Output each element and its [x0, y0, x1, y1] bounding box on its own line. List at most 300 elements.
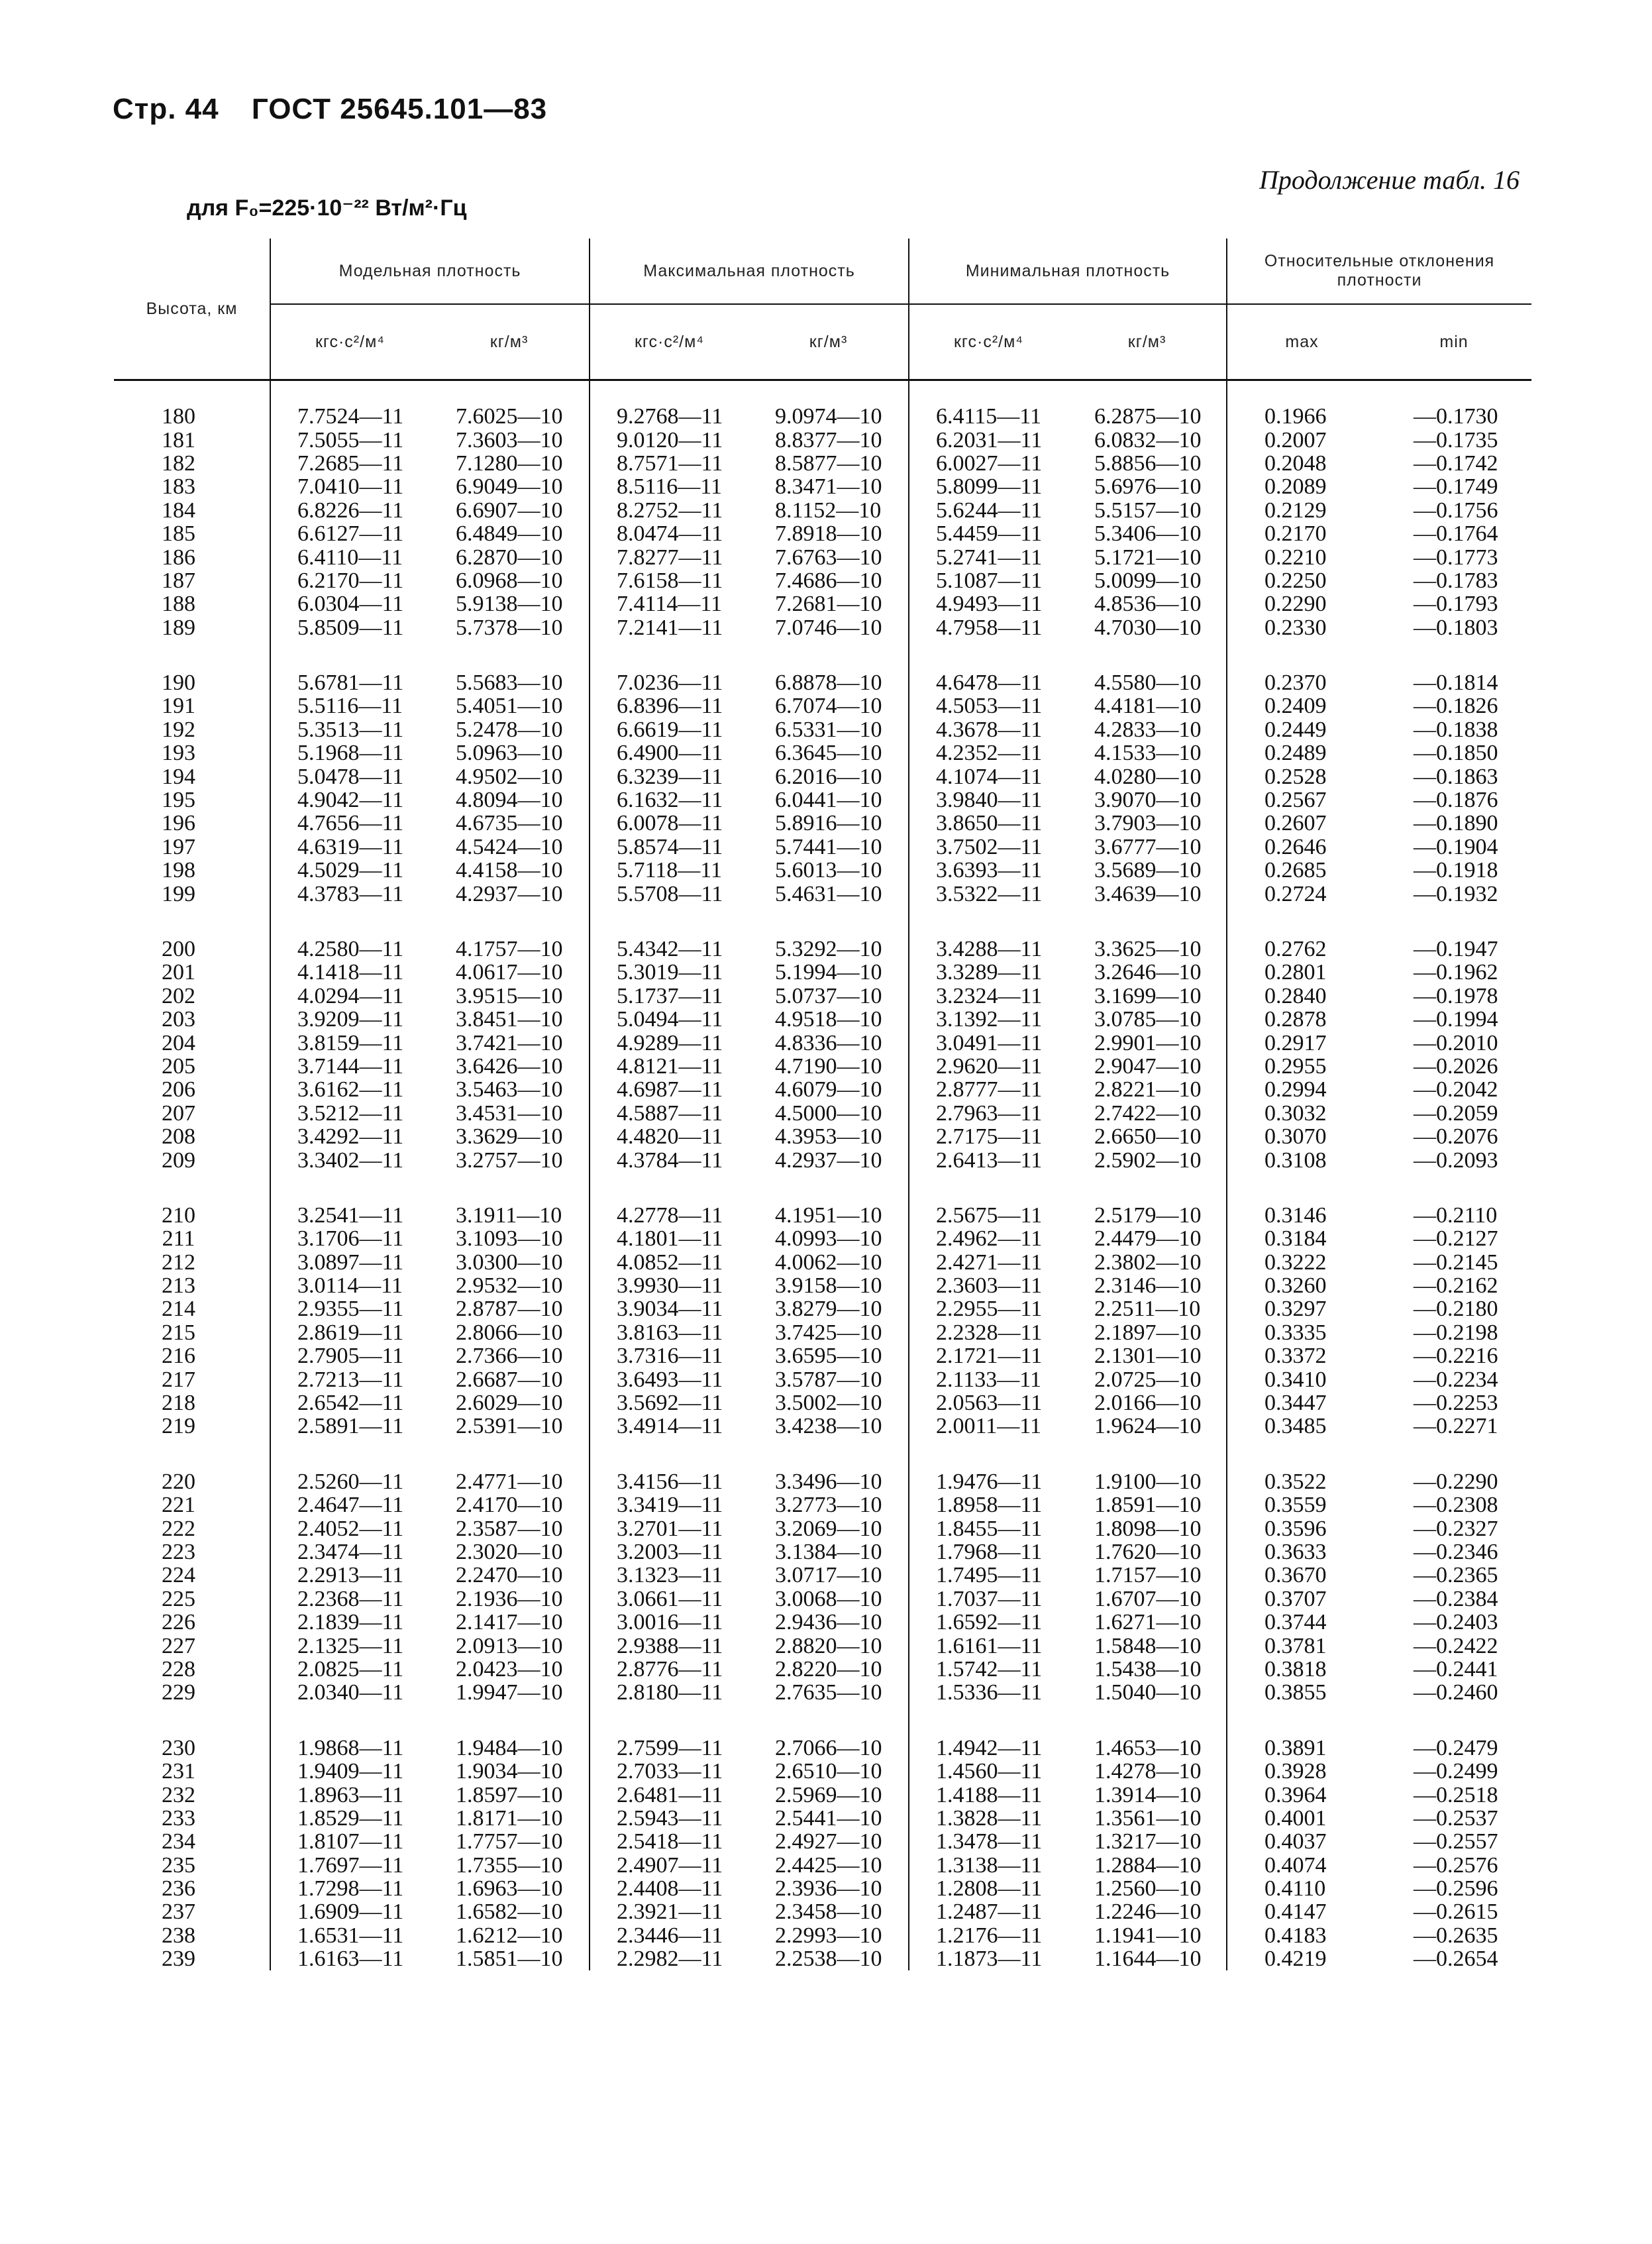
cell-model-kg: 2.0913—10	[429, 1634, 590, 1657]
cell-max-kgs: 3.0661—11	[617, 1586, 723, 1611]
cell-max-kgs: 2.3921—11	[617, 1899, 723, 1925]
cell-min-kg: 4.7030—10	[1068, 616, 1227, 639]
cell-model-kg: 2.0423—10	[429, 1658, 590, 1681]
cell-max-kgs: 6.1632—11	[617, 788, 723, 813]
cell-altitude: 183	[114, 475, 270, 498]
cell-model-kgs: 2.0825—11	[297, 1656, 404, 1682]
cell-model-kg: 4.0617—10	[429, 961, 590, 984]
cell-max-kg: 2.3458—10	[749, 1900, 909, 1923]
cell-model-kgs: 3.0114—11	[297, 1273, 403, 1299]
cell-max-kg: 6.2016—10	[749, 765, 909, 788]
cell-deviation-min: —0.1863	[1414, 764, 1498, 789]
cell-altitude: 236	[114, 1877, 270, 1900]
cell-min-kgs: 1.2808—11	[936, 1876, 1043, 1901]
cell-deviation-max: 0.3964	[1265, 1782, 1327, 1807]
cell-max-kg: 4.8336—10	[749, 1031, 909, 1054]
cell-deviation-max: 0.3707	[1265, 1586, 1327, 1611]
cell-min-kg: 3.4639—10	[1068, 882, 1227, 905]
unit-header-max-kg: кг/м³	[749, 304, 909, 380]
cell-max-kgs: 8.5116—11	[617, 474, 722, 500]
table-row	[114, 835, 1531, 859]
table-row	[114, 616, 1531, 639]
cell-min-kgs: 2.0563—11	[936, 1391, 1043, 1416]
table-row	[114, 937, 1531, 961]
cell-model-kgs: 1.8963—11	[297, 1782, 404, 1807]
table-row	[114, 1227, 1531, 1250]
cell-max-kgs: 4.8121—11	[617, 1053, 723, 1079]
cell-max-kg: 4.6079—10	[749, 1078, 909, 1101]
cell-altitude: 230	[114, 1736, 270, 1760]
cell-min-kgs: 1.5336—11	[936, 1680, 1043, 1705]
cell-altitude: 222	[114, 1517, 270, 1540]
cell-altitude: 197	[114, 835, 270, 859]
cell-min-kg: 4.5580—10	[1068, 671, 1227, 694]
cell-max-kg: 3.9158—10	[749, 1274, 909, 1297]
cell-min-kgs: 6.4115—11	[936, 404, 1041, 429]
cell-model-kgs: 1.8107—11	[297, 1829, 404, 1854]
cell-max-kgs: 2.7599—11	[617, 1735, 723, 1760]
cell-model-kg: 4.6735—10	[429, 812, 590, 835]
cell-max-kgs: 2.2982—11	[617, 1947, 723, 1972]
cell-min-kg: 1.3561—10	[1068, 1807, 1227, 1830]
cell-max-kgs: 3.5692—11	[617, 1391, 723, 1416]
cell-deviation-min: —0.2180	[1414, 1297, 1498, 1322]
cell-min-kgs: 1.3478—11	[936, 1829, 1043, 1854]
cell-min-kgs: 5.4459—11	[936, 521, 1043, 547]
cell-max-kg: 3.0068—10	[749, 1587, 909, 1611]
cell-deviation-max: 0.2567	[1265, 788, 1327, 813]
table-row	[114, 569, 1531, 592]
cell-deviation-max: 0.3032	[1265, 1100, 1327, 1126]
cell-deviation-max: 0.2840	[1265, 983, 1327, 1008]
table-row	[114, 475, 1531, 498]
cell-max-kg: 4.7190—10	[749, 1055, 909, 1078]
cell-deviation-min: —0.2576	[1414, 1852, 1498, 1878]
cell-min-kg: 2.1897—10	[1068, 1321, 1227, 1344]
cell-max-kg: 5.7441—10	[749, 835, 909, 859]
cell-min-kg: 2.2511—10	[1068, 1297, 1227, 1320]
table-row	[114, 1783, 1531, 1806]
table-row	[114, 1681, 1531, 1704]
cell-deviation-max: 0.2048	[1265, 451, 1327, 476]
cell-model-kgs: 2.1325—11	[297, 1633, 404, 1658]
cell-model-kg: 7.1280—10	[429, 452, 590, 475]
cell-min-kg: 1.3217—10	[1068, 1830, 1227, 1853]
cell-model-kgs: 5.1968—11	[297, 741, 404, 766]
cell-model-kg: 5.9138—10	[429, 592, 590, 615]
cell-model-kgs: 2.4647—11	[297, 1493, 404, 1518]
table-row	[114, 1031, 1531, 1054]
cell-model-kgs: 3.1706—11	[297, 1226, 404, 1252]
table-row	[114, 1415, 1531, 1438]
cell-altitude: 188	[114, 592, 270, 615]
cell-min-kgs: 1.6592—11	[936, 1610, 1043, 1635]
cell-model-kgs: 2.1839—11	[297, 1610, 404, 1635]
cell-altitude: 220	[114, 1470, 270, 1493]
cell-min-kgs: 2.5675—11	[936, 1202, 1043, 1228]
cell-model-kg: 5.7378—10	[429, 616, 590, 639]
cell-altitude: 227	[114, 1634, 270, 1657]
cell-deviation-max: 0.4110	[1265, 1876, 1326, 1901]
cell-max-kgs: 5.4342—11	[617, 937, 723, 961]
cell-max-kgs: 4.4820—11	[617, 1124, 723, 1149]
table-row	[114, 405, 1531, 428]
cell-altitude: 205	[114, 1055, 270, 1078]
table-row	[114, 859, 1531, 882]
cell-model-kg: 3.5463—10	[429, 1078, 590, 1101]
cell-altitude: 229	[114, 1681, 270, 1704]
cell-deviation-max: 0.3222	[1265, 1250, 1327, 1275]
cell-max-kg: 2.7635—10	[749, 1681, 909, 1704]
cell-max-kg: 4.5000—10	[749, 1102, 909, 1125]
cell-altitude: 217	[114, 1367, 270, 1391]
cell-deviation-max: 0.4147	[1265, 1899, 1327, 1925]
cell-deviation-min: —0.1876	[1414, 788, 1498, 813]
density-table-container	[114, 239, 1531, 1970]
cell-model-kg: 1.6212—10	[429, 1924, 590, 1947]
cell-deviation-max: 0.2762	[1265, 937, 1327, 961]
cell-model-kg: 1.7757—10	[429, 1830, 590, 1853]
cell-min-kgs: 1.3828—11	[936, 1805, 1043, 1831]
cell-model-kgs: 2.5891—11	[297, 1414, 404, 1439]
cell-model-kgs: 1.6531—11	[297, 1923, 404, 1948]
cell-deviation-min: —0.2145	[1414, 1250, 1498, 1275]
cell-deviation-min: —0.2308	[1414, 1493, 1498, 1518]
cell-altitude: 196	[114, 812, 270, 835]
cell-min-kg: 2.0725—10	[1068, 1367, 1227, 1391]
cell-deviation-min: —0.1749	[1414, 474, 1498, 500]
cell-altitude: 184	[114, 499, 270, 522]
table-row	[114, 1587, 1531, 1611]
cell-deviation-min: —0.1783	[1414, 568, 1498, 593]
table-top-spacer	[114, 380, 1531, 405]
cell-min-kgs: 3.6393—11	[936, 858, 1043, 883]
cell-min-kgs: 1.1873—11	[936, 1947, 1043, 1972]
cell-min-kgs: 5.8099—11	[936, 474, 1043, 500]
table-row	[114, 1078, 1531, 1101]
cell-max-kg: 2.4927—10	[749, 1830, 909, 1853]
model-density-header: Модельная плотность	[270, 239, 590, 304]
cell-altitude: 191	[114, 694, 270, 718]
cell-deviation-max: 0.3781	[1265, 1633, 1327, 1658]
cell-deviation-max: 0.2210	[1265, 545, 1327, 570]
cell-altitude: 181	[114, 428, 270, 451]
cell-min-kg: 2.8221—10	[1068, 1078, 1227, 1101]
cell-model-kgs: 3.8159—11	[297, 1030, 404, 1055]
cell-max-kgs: 6.6619—11	[617, 717, 723, 742]
cell-deviation-min: —0.2162	[1414, 1273, 1498, 1299]
cell-deviation-min: —0.2042	[1414, 1077, 1498, 1102]
standard-title: ГОСТ 25645.101—83	[251, 93, 548, 125]
cell-model-kgs: 2.4052—11	[297, 1516, 404, 1541]
cell-altitude: 198	[114, 859, 270, 882]
cell-max-kgs: 7.6158—11	[617, 568, 723, 593]
cell-max-kgs: 2.6481—11	[617, 1782, 723, 1807]
cell-deviation-min: —0.2076	[1414, 1124, 1498, 1149]
cell-max-kgs: 3.4156—11	[617, 1469, 723, 1494]
cell-deviation-min: —0.2365	[1414, 1563, 1498, 1588]
cell-deviation-max: 0.2290	[1265, 592, 1327, 617]
cell-max-kg: 7.6763—10	[749, 545, 909, 568]
cell-deviation-min: —0.2216	[1414, 1344, 1498, 1369]
cell-deviation-max: 0.3260	[1265, 1273, 1327, 1299]
cell-model-kg: 4.1757—10	[429, 937, 590, 961]
cell-altitude: 226	[114, 1611, 270, 1634]
cell-max-kgs: 5.3019—11	[617, 960, 723, 985]
cell-altitude: 212	[114, 1251, 270, 1274]
density-table	[114, 239, 1531, 1970]
cell-model-kgs: 4.3783—11	[297, 881, 404, 906]
cell-model-kg: 2.2470—10	[429, 1564, 590, 1587]
cell-altitude: 233	[114, 1807, 270, 1830]
cell-min-kgs: 3.1392—11	[936, 1007, 1043, 1032]
cell-max-kgs: 2.5943—11	[617, 1805, 723, 1831]
cell-min-kg: 1.8591—10	[1068, 1493, 1227, 1517]
cell-min-kgs: 3.2324—11	[936, 983, 1043, 1008]
cell-max-kgs: 3.1323—11	[617, 1563, 723, 1588]
cell-min-kg: 4.0280—10	[1068, 765, 1227, 788]
cell-min-kgs: 1.7495—11	[936, 1563, 1043, 1588]
cell-max-kg: 3.2069—10	[749, 1517, 909, 1540]
cell-min-kgs: 4.3678—11	[936, 717, 1043, 742]
cell-max-kgs: 3.2003—11	[617, 1539, 723, 1564]
cell-model-kg: 4.4158—10	[429, 859, 590, 882]
cell-max-kgs: 3.7316—11	[617, 1344, 723, 1369]
cell-max-kg: 8.1152—10	[749, 499, 909, 522]
table-row	[114, 1540, 1531, 1564]
table-row	[114, 428, 1531, 451]
cell-max-kg: 2.2538—10	[749, 1947, 909, 1970]
table-row	[114, 718, 1531, 741]
cell-max-kgs: 2.4907—11	[617, 1852, 723, 1878]
cell-max-kgs: 5.7118—11	[617, 858, 722, 883]
cell-model-kg: 4.2937—10	[429, 882, 590, 905]
cell-deviation-min: —0.1890	[1414, 811, 1498, 836]
table-row	[114, 1947, 1531, 1970]
cell-deviation-max: 0.4219	[1265, 1947, 1327, 1972]
cell-deviation-min: —0.2110	[1414, 1202, 1498, 1228]
cell-min-kg: 2.3802—10	[1068, 1251, 1227, 1274]
cell-min-kgs: 1.6161—11	[936, 1633, 1043, 1658]
cell-min-kgs: 2.7963—11	[936, 1100, 1043, 1126]
cell-model-kg: 2.4170—10	[429, 1493, 590, 1517]
cell-model-kgs: 6.4110—11	[297, 545, 403, 570]
cell-max-kg: 7.0746—10	[749, 616, 909, 639]
cell-deviation-max: 0.2607	[1265, 811, 1327, 836]
cell-deviation-min: —0.2010	[1414, 1030, 1498, 1055]
table-row	[114, 545, 1531, 568]
cell-deviation-min: —0.1742	[1414, 451, 1498, 476]
cell-min-kg: 3.2646—10	[1068, 961, 1227, 984]
cell-model-kgs: 1.6163—11	[297, 1947, 404, 1972]
table-row	[114, 499, 1531, 522]
cell-model-kgs: 1.9409—11	[297, 1759, 404, 1784]
cell-min-kgs: 2.9620—11	[936, 1053, 1043, 1079]
cell-model-kg: 2.9532—10	[429, 1274, 590, 1297]
cell-model-kg: 3.3629—10	[429, 1125, 590, 1148]
cell-model-kgs: 6.0304—11	[297, 592, 404, 617]
cell-min-kgs: 2.2955—11	[936, 1297, 1043, 1322]
relative-deviation-header: Относительные отклонения плотности	[1227, 239, 1531, 304]
cell-model-kgs: 3.5212—11	[297, 1100, 404, 1126]
cell-model-kgs: 7.2685—11	[297, 451, 404, 476]
cell-min-kg: 2.3146—10	[1068, 1274, 1227, 1297]
cell-min-kgs: 4.6478—11	[936, 670, 1043, 696]
cell-altitude: 237	[114, 1900, 270, 1923]
cell-altitude: 208	[114, 1125, 270, 1148]
cell-max-kgs: 4.0852—11	[617, 1250, 723, 1275]
cell-model-kg: 3.2757—10	[429, 1148, 590, 1171]
cell-max-kg: 2.2993—10	[749, 1924, 909, 1947]
cell-altitude: 192	[114, 718, 270, 741]
cell-max-kg: 9.0974—10	[749, 405, 909, 428]
cell-model-kgs: 6.8226—11	[297, 498, 404, 523]
cell-deviation-min: —0.1994	[1414, 1007, 1498, 1032]
cell-max-kg: 3.2773—10	[749, 1493, 909, 1517]
cell-deviation-max: 0.3891	[1265, 1735, 1327, 1760]
cell-altitude: 224	[114, 1564, 270, 1587]
cell-max-kg: 5.4631—10	[749, 882, 909, 905]
cell-max-kg: 3.5002—10	[749, 1391, 909, 1415]
cell-max-kgs: 7.0236—11	[617, 670, 723, 696]
cell-max-kg: 7.8918—10	[749, 522, 909, 545]
cell-min-kg: 2.5902—10	[1068, 1148, 1227, 1171]
cell-min-kg: 3.3625—10	[1068, 937, 1227, 961]
cell-min-kgs: 1.4560—11	[936, 1759, 1043, 1784]
cell-model-kgs: 3.7144—11	[297, 1053, 404, 1079]
cell-deviation-min: —0.2253	[1414, 1391, 1498, 1416]
cell-max-kgs: 3.6493—11	[617, 1367, 723, 1392]
cell-model-kg: 6.0968—10	[429, 569, 590, 592]
cell-deviation-max: 0.3410	[1265, 1367, 1327, 1392]
cell-deviation-min: —0.1918	[1414, 858, 1498, 883]
cell-max-kg: 6.7074—10	[749, 694, 909, 718]
cell-min-kg: 2.9047—10	[1068, 1055, 1227, 1078]
cell-model-kgs: 4.7656—11	[297, 811, 404, 836]
table-row	[114, 1493, 1531, 1517]
cell-altitude: 210	[114, 1204, 270, 1227]
cell-model-kgs: 5.5116—11	[297, 694, 403, 719]
cell-deviation-min: —0.1735	[1414, 427, 1498, 453]
cell-max-kgs: 2.7033—11	[617, 1759, 723, 1784]
table-row	[114, 1634, 1531, 1657]
cell-max-kg: 5.0737—10	[749, 985, 909, 1008]
cell-deviation-max: 0.3744	[1265, 1610, 1327, 1635]
cell-altitude: 202	[114, 985, 270, 1008]
table-row	[114, 1391, 1531, 1415]
cell-altitude: 195	[114, 788, 270, 812]
table-row	[114, 452, 1531, 475]
cell-model-kgs: 5.6781—11	[297, 670, 404, 696]
cell-max-kgs: 9.0120—11	[617, 427, 723, 453]
cell-max-kg: 6.3645—10	[749, 741, 909, 765]
cell-max-kgs: 3.8163—11	[617, 1320, 723, 1345]
cell-max-kgs: 7.2141—11	[617, 615, 723, 640]
cell-min-kgs: 1.2176—11	[936, 1923, 1043, 1948]
cell-deviation-min: —0.2234	[1414, 1367, 1498, 1392]
cell-model-kgs: 3.6162—11	[297, 1077, 404, 1102]
cell-altitude: 235	[114, 1853, 270, 1876]
table-row	[114, 788, 1531, 812]
cell-max-kg: 4.9518—10	[749, 1008, 909, 1031]
cell-max-kgs: 3.3419—11	[617, 1493, 723, 1518]
cell-min-kg: 4.4181—10	[1068, 694, 1227, 718]
cell-deviation-max: 0.2489	[1265, 741, 1327, 766]
cell-altitude: 194	[114, 765, 270, 788]
cell-deviation-min: —0.2059	[1414, 1100, 1498, 1126]
cell-altitude: 216	[114, 1344, 270, 1367]
table-row	[114, 812, 1531, 835]
block-gap	[114, 1438, 1531, 1470]
cell-min-kgs: 2.1721—11	[936, 1344, 1043, 1369]
cell-max-kgs: 4.5887—11	[617, 1100, 723, 1126]
cell-min-kgs: 3.4288—11	[936, 937, 1043, 961]
cell-model-kg: 7.3603—10	[429, 428, 590, 451]
cell-max-kg: 3.4238—10	[749, 1415, 909, 1438]
cell-deviation-max: 0.3297	[1265, 1297, 1327, 1322]
cell-model-kg: 3.7421—10	[429, 1031, 590, 1054]
cell-model-kg: 1.8597—10	[429, 1783, 590, 1806]
cell-model-kgs: 2.3474—11	[297, 1539, 404, 1564]
cell-max-kgs: 3.4914—11	[617, 1414, 723, 1439]
cell-model-kgs: 2.2368—11	[297, 1586, 404, 1611]
cell-model-kgs: 3.0897—11	[297, 1250, 404, 1275]
cell-max-kg: 2.9436—10	[749, 1611, 909, 1634]
table-row	[114, 1321, 1531, 1344]
cell-model-kg: 1.6582—10	[429, 1900, 590, 1923]
cell-model-kg: 4.9502—10	[429, 765, 590, 788]
cell-min-kg: 2.9901—10	[1068, 1031, 1227, 1054]
cell-min-kgs: 1.8455—11	[936, 1516, 1043, 1541]
cell-model-kg: 2.3587—10	[429, 1517, 590, 1540]
cell-min-kgs: 1.3138—11	[936, 1852, 1043, 1878]
cell-min-kg: 1.5848—10	[1068, 1634, 1227, 1657]
cell-min-kg: 5.3406—10	[1068, 522, 1227, 545]
cell-deviation-min: —0.2499	[1414, 1759, 1498, 1784]
cell-min-kgs: 4.5053—11	[936, 694, 1043, 719]
cell-min-kgs: 1.7037—11	[936, 1586, 1043, 1611]
cell-min-kgs: 3.7502—11	[936, 834, 1043, 859]
cell-deviation-max: 0.2801	[1265, 960, 1327, 985]
cell-max-kg: 6.5331—10	[749, 718, 909, 741]
cell-max-kg: 7.4686—10	[749, 569, 909, 592]
cell-model-kgs: 5.3513—11	[297, 717, 404, 742]
cell-deviation-min: —0.2403	[1414, 1610, 1498, 1635]
cell-min-kg: 2.5179—10	[1068, 1204, 1227, 1227]
cell-min-kg: 4.8536—10	[1068, 592, 1227, 615]
cell-min-kg: 3.9070—10	[1068, 788, 1227, 812]
cell-min-kg: 5.5157—10	[1068, 499, 1227, 522]
cell-deviation-min: —0.1904	[1414, 834, 1498, 859]
cell-max-kgs: 4.1801—11	[617, 1226, 723, 1252]
cell-altitude: 223	[114, 1540, 270, 1564]
table-row	[114, 1344, 1531, 1367]
cell-model-kg: 3.4531—10	[429, 1102, 590, 1125]
cell-model-kgs: 5.8509—11	[297, 615, 404, 640]
altitude-header: Высота, км	[114, 239, 270, 380]
table-row	[114, 1008, 1531, 1031]
cell-max-kg: 2.5969—10	[749, 1783, 909, 1806]
cell-deviation-max: 0.3447	[1265, 1391, 1327, 1416]
cell-model-kgs: 3.2541—11	[297, 1202, 404, 1228]
cell-min-kg: 3.6777—10	[1068, 835, 1227, 859]
cell-model-kgs: 4.9042—11	[297, 788, 404, 813]
cell-altitude: 215	[114, 1321, 270, 1344]
cell-deviation-max: 0.3633	[1265, 1539, 1327, 1564]
table-row	[114, 1517, 1531, 1540]
cell-model-kgs: 6.6127—11	[297, 521, 404, 547]
unit-header-model-kgs: кгс·с²/м⁴	[270, 304, 429, 380]
